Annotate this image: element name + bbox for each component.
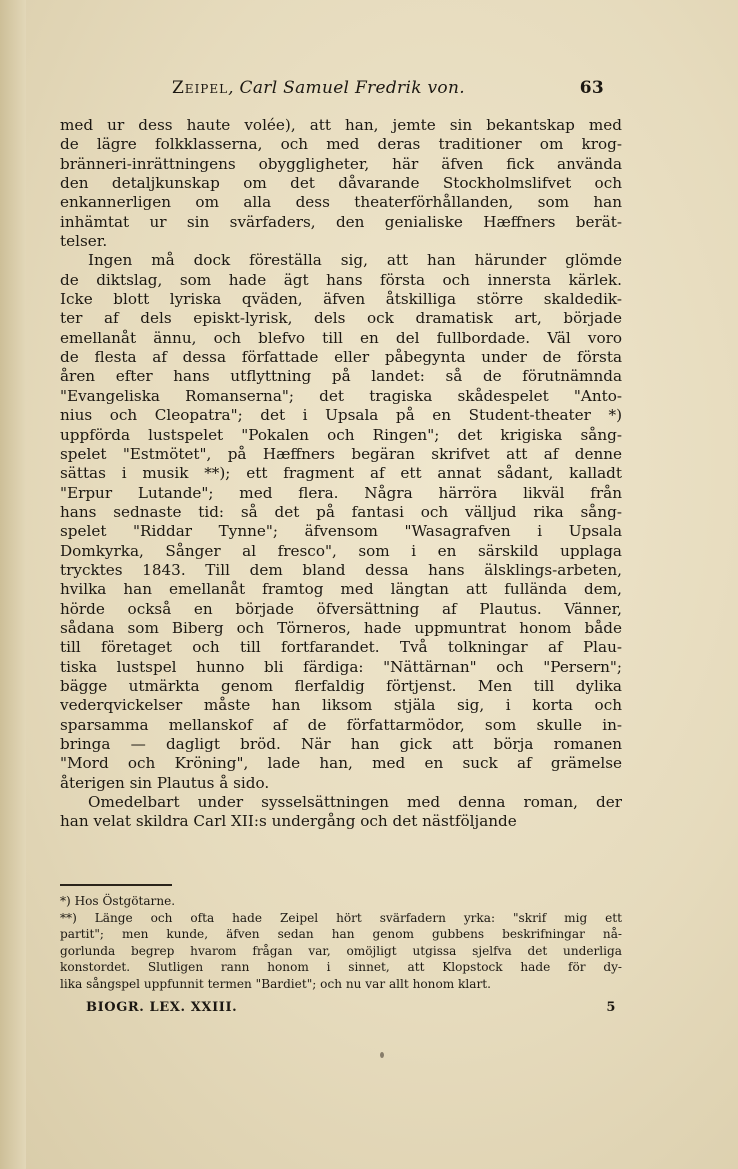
text-line: trycktes 1843. Till dem bland dessa hans älsklings-arbeten, bbox=[60, 560, 622, 579]
text-line: Ingen må dock föreställa sig, att han härunder glömde bbox=[88, 251, 622, 270]
main-text-column bbox=[60, 116, 622, 832]
text-line: till företaget och till fortfarandet. Två tolkningar af Plau- bbox=[60, 638, 622, 657]
text-line: bägge utmärkta genom flerfaldig förtjenst. Men till dylika bbox=[60, 676, 622, 695]
footnote-line: gorlunda begrep hvarom frågan var, omöjligt utgissa sjelfva det underliga bbox=[60, 943, 622, 958]
text-line: Omedelbart under sysselsättningen med denna roman, der bbox=[88, 793, 622, 812]
text-line: spelet "Riddar Tynne"; äfvensom "Wasagrafven i Upsala bbox=[60, 522, 622, 541]
text-line: Icke blott lyriska qväden, äfven åtskilliga större skaldedik- bbox=[60, 290, 622, 309]
text-line: sådana som Biberg och Törneros, hade uppmuntrat honom både bbox=[60, 618, 622, 637]
signature-title: BIOGR. LEX. XXIII. bbox=[86, 1000, 238, 1015]
text-line: de diktslag, som hade ägt hans första och innersta kärlek. bbox=[60, 270, 622, 289]
text-line: "Evangeliska Romanserna"; det tragiska skådespelet "Anto- bbox=[60, 386, 622, 405]
text-line: sparsamma mellanskof af de författarmödor, som skulle in- bbox=[60, 715, 622, 734]
text-line: emellanåt ännu, och blefvo till en del fullbordade. Väl voro bbox=[60, 328, 622, 347]
text-line: han velat skildra Carl XII:s undergång och det nästföljande bbox=[60, 812, 517, 831]
text-line: enkannerligen om alla dess theaterförhållanden, som han bbox=[60, 193, 622, 212]
footnote-line: **) Länge och ofta hade Zeipel hört svärfadern yrka: "skrif mig ett bbox=[60, 910, 622, 925]
text-line: inhämtat ur sin svärfaders, den genialiske Hæffners berät- bbox=[60, 212, 622, 231]
text-line: "Erpur Lutande"; med flera. Några härröra likväl från bbox=[60, 483, 622, 502]
header-given-names: , Carl Samuel Fredrik von. bbox=[228, 78, 465, 98]
text-line: hörde också en började öfversättning af Plautus. Vänner, bbox=[60, 599, 622, 618]
text-line: nius och Cleopatra"; det i Upsala på en Student-theater *) bbox=[60, 406, 622, 425]
text-line: hans sednaste tid: så det på fantasi och välljud rika sång- bbox=[60, 502, 622, 521]
text-line: bränneri-inrättningens obyggligheter, här äfven fick använda bbox=[60, 154, 622, 173]
footnote-separator bbox=[60, 884, 172, 886]
running-header bbox=[172, 78, 604, 104]
text-line: de flesta af dessa författade eller påbegynta under de första bbox=[60, 348, 622, 367]
text-line: de lägre folkklasserna, och med deras traditioner om krog- bbox=[60, 135, 622, 154]
text-line: bringa — dagligt bröd. När han gick att börja romanen bbox=[60, 735, 622, 753]
printer-signature-line bbox=[86, 1000, 622, 1020]
text-line: ter af dels episkt-lyrisk, dels ock dramatisk art, började bbox=[60, 309, 622, 328]
ink-speck bbox=[380, 1052, 384, 1058]
text-line: hvilka han emellanåt framtog med längtan att fullända dem, bbox=[60, 580, 622, 599]
binding-gutter bbox=[0, 0, 26, 1169]
text-line: med ur dess haute volée), att han, jemte sin bekantskap med bbox=[60, 116, 622, 134]
page-number: 63 bbox=[579, 78, 604, 98]
text-line: Domkyrka, Sånger al fresco", som i en särskild upplaga bbox=[60, 541, 622, 560]
text-line: tiska lustspel hunno bli färdiga: "Nättärnan" och "Persern"; bbox=[60, 657, 622, 676]
text-line: sättas i musik **); ett fragment af ett annat sådant, kalladt bbox=[60, 464, 622, 483]
footnote-line: *) Hos Östgötarne. bbox=[60, 894, 176, 908]
footnote-line: konstordet. Slutligen rann honom i sinnet, att Klopstock hade för dy- bbox=[60, 960, 622, 975]
header-surname: Zeipel bbox=[172, 78, 229, 98]
text-line: återigen sin Plautus å sido. bbox=[60, 773, 270, 792]
text-line: uppförda lustspelet "Pokalen och Ringen"; det krigiska sång- bbox=[60, 425, 622, 444]
footnote-line: partit"; men kunde, äfven sedan han genom gubbens beskrifningar nå- bbox=[60, 927, 622, 942]
text-line: åren efter hans utflyttning på landet: så de förutnämnda bbox=[60, 367, 622, 386]
text-line: den detaljkunskap om det dåvarande Stockholmslifvet och bbox=[60, 174, 622, 193]
footnote-line: lika sångspel uppfunnit termen "Bardiet"; och nu var allt honom klart. bbox=[60, 976, 491, 991]
footnotes bbox=[60, 893, 622, 993]
text-line: telser. bbox=[60, 232, 108, 251]
text-line: vederqvickelser måste han liksom stjäla sig, i korta och bbox=[60, 696, 622, 715]
text-line: "Mord och Kröning", lade han, med en suck af grämelse bbox=[60, 754, 622, 773]
text-line: spelet "Estmötet", på Hæffners begäran skrifvet att af denne bbox=[60, 444, 622, 463]
header-author bbox=[172, 78, 465, 98]
signature-sheet-number: 5 bbox=[606, 1000, 616, 1015]
